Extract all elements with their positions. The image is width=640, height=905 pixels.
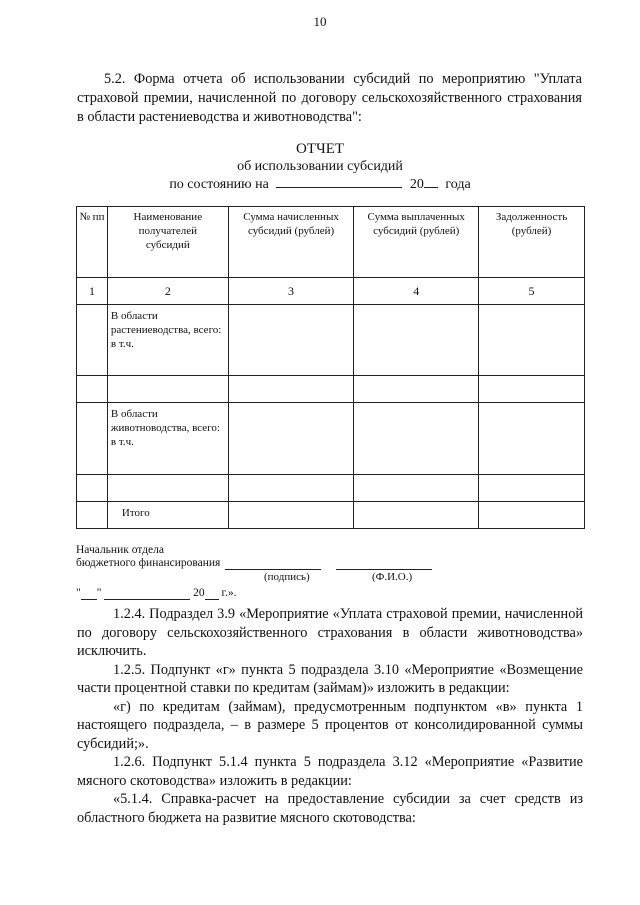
section-label-livestock: В области животноводства, всего: (110, 408, 220, 434)
table-cell (354, 475, 479, 502)
column-number-cell: 3 (228, 278, 354, 305)
paragraph: «5.1.4. Справка-расчет на предоставление субсидии за счет средств из областного бюджета на развитие мясного скотоводства: (77, 791, 583, 826)
report-date-prefix: по состоянию на (169, 177, 269, 192)
table-cell (479, 502, 585, 529)
page-number: 10 (313, 14, 327, 29)
signature-captions (76, 570, 596, 584)
report-date-line (0, 176, 640, 194)
report-date-suffix: года (445, 177, 471, 192)
signature-date-line (76, 587, 596, 600)
table-row-total (77, 502, 585, 529)
report-year-blank (424, 187, 438, 188)
date-suffix: г.». (221, 587, 237, 599)
report-title: ОТЧЕТ (295, 141, 345, 157)
table-cell (228, 305, 354, 376)
paragraph: 1.2.5. Подпункт «г» пункта 5 подраздела 3.10 «Мероприятие «Возмещение части процентной ставки по кредитам (займам)» изложить в редакции: (77, 661, 583, 696)
table-cell (77, 502, 108, 529)
section-cell-crop (107, 305, 228, 376)
paragraph: 1.2.6. Подпункт 5.1.4 пункта 5 подраздела 3.12 «Мероприятие «Развитие мясного скотоводства» изложить в редакции: (77, 754, 583, 789)
header-cell: Сумма начисленных субсидий (рублей) (228, 207, 354, 278)
report-heading (0, 140, 640, 194)
table-row-crop (77, 305, 585, 376)
table-cell (354, 403, 479, 475)
body-text (77, 605, 583, 827)
signature-position-line1: Начальник отдела (76, 544, 164, 556)
table-row-empty (77, 475, 585, 502)
date-year-blank (205, 599, 219, 600)
report-date-year-prefix: 20 (409, 177, 424, 192)
signature-caption: (подпись) (264, 571, 310, 583)
signature-position-text: бюджетного финансирования (76, 557, 221, 569)
section-cell-livestock (107, 403, 228, 475)
column-number-row (77, 278, 585, 305)
table-cell (228, 376, 354, 403)
column-number-cell: 1 (77, 278, 108, 305)
date-quote-close: " (96, 587, 102, 599)
column-number-cell: 2 (107, 278, 228, 305)
paragraph: 1.2.4. Подраздел 3.9 «Мероприятие «Уплата страховой премии, начисленной по договору сельскохозяйственного страхования в области животноводства» исключить. (77, 606, 583, 659)
header-cell: № пп (77, 207, 108, 278)
date-day-blank (81, 599, 97, 600)
total-label: Итого (107, 502, 228, 529)
table-cell (354, 376, 479, 403)
report-table (76, 206, 585, 529)
table-cell (77, 305, 108, 376)
table-cell (228, 475, 354, 502)
date-month-blank (104, 599, 190, 600)
report-date-blank (276, 187, 402, 188)
column-number-cell: 5 (479, 278, 585, 305)
table-cell (479, 475, 585, 502)
table-cell (77, 376, 108, 403)
header-cell: Наименование получателей субсидий (107, 207, 228, 278)
column-number-cell: 4 (354, 278, 479, 305)
table-cell (77, 475, 108, 502)
section-incl-label: в т.ч. (110, 436, 134, 448)
table-cell (228, 403, 354, 475)
table-row-empty (77, 376, 585, 403)
table-header-row (77, 207, 585, 278)
table-cell (228, 502, 354, 529)
table-cell (107, 376, 228, 403)
report-subtitle: об использовании субсидий (237, 159, 403, 174)
section-incl-label: в т.ч. (110, 338, 134, 350)
table-cell (479, 403, 585, 475)
table-cell (107, 475, 228, 502)
signature-block (76, 544, 596, 600)
table-cell (479, 305, 585, 376)
paragraph: «г) по кредитам (займам), предусмотренным подпунктом «в» пункта 1 настоящего подраздела, – в размере 5 процентов от консолидированной суммы субсидий;». (77, 698, 583, 752)
table-cell (354, 305, 479, 376)
table-cell (479, 376, 585, 403)
header-cell: Сумма выплаченных субсидий (рублей) (354, 207, 479, 278)
intro-paragraph: 5.2. Форма отчета об использовании субсидий по мероприятию "Уплата страховой премии, начисленной по договору сельскохозяйственного страхования в области растениеводства и животноводства": (77, 71, 582, 125)
date-year-prefix: 20 (193, 587, 205, 599)
section-label-crop: В области растениеводства, всего: (110, 310, 222, 336)
table-cell (354, 502, 479, 529)
table-row-livestock (77, 403, 585, 475)
signature-position-line2 (76, 557, 596, 570)
table-cell (77, 403, 108, 475)
date-quote-open: " (76, 587, 81, 599)
name-caption: (Ф.И.О.) (372, 571, 413, 583)
header-cell: Задолженность (рублей) (479, 207, 585, 278)
